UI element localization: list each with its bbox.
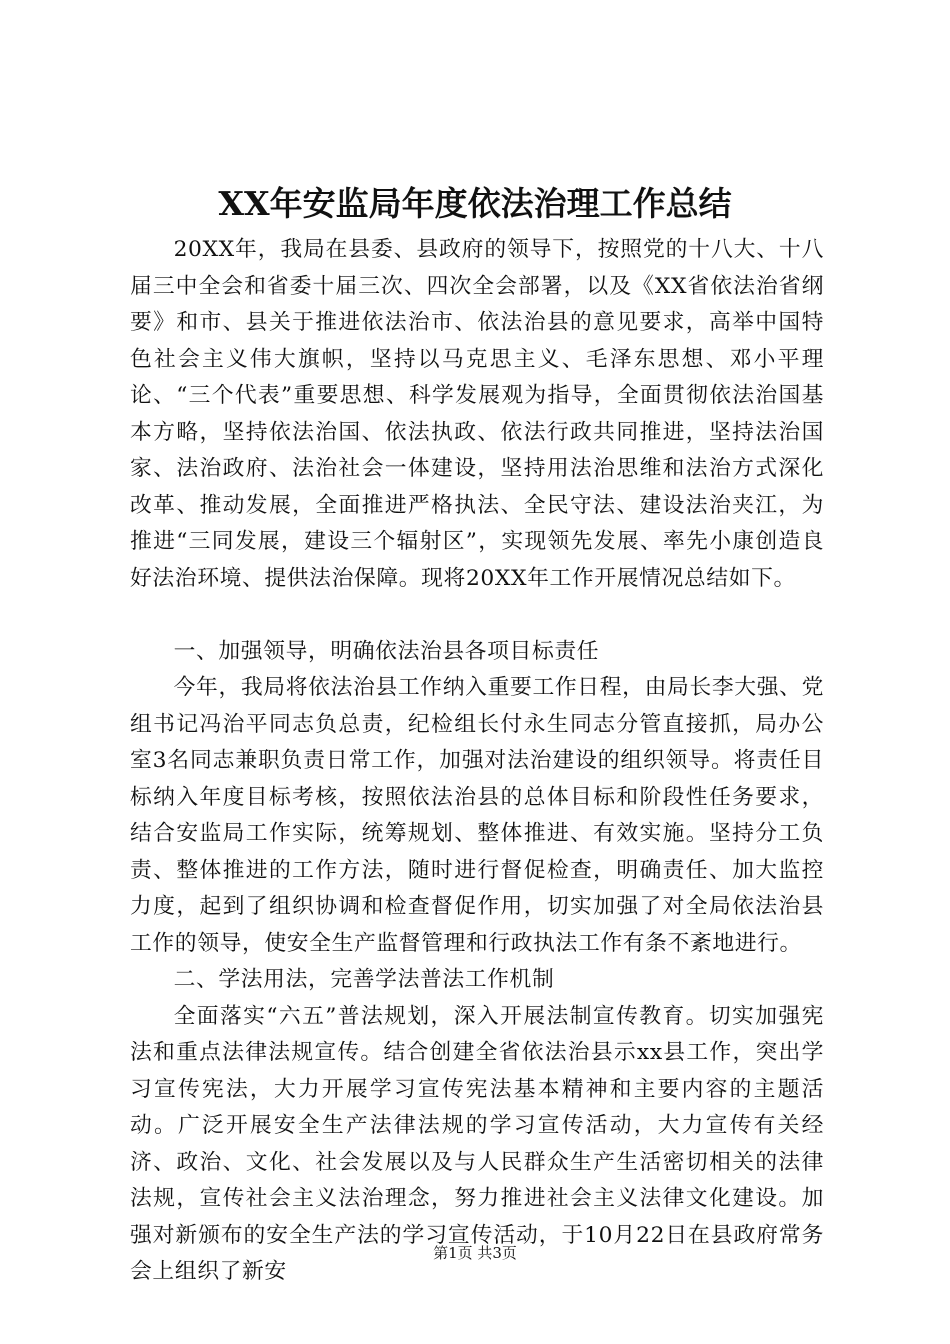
section-2-heading: 二、学法用法，完善学法普法工作机制 — [173, 967, 555, 992]
blank-line — [130, 597, 824, 634]
section-1-paragraph: 今年，我局将依法治县工作纳入重要工作日程，由局长李大强、党组书记冯治平同志负总责，纪检组长付永生同志分管直接抓，局办公室3名同志兼职负责日常工作，加强对法治建设的组织领导。将责任目标纳入年度目标考核，按照依法治县的总体目标和阶段性任务要求，结合安监局工作实际，统筹规划、整体推进、有效实施。坚持分工负责、整体推进的工作方法，随时进行督促检查，明确责任、加大监控力度，起到了组织协调和检查督促作用，切实加强了对全局依法治县工作的领导，使安全生产监督管理和行政执法工作有条不紊地进行。 — [130, 675, 824, 956]
intro-paragraph: 20XX年，我局在县委、县政府的领导下，按照党的十八大、十八届三中全会和省委十届三次、四次全会部署，以及《XX省依法治省纲要》和市、县关于推进依法治市、依法治县的意见要求，高举中国特色社会主义伟大旗帜，坚持以马克思主义、毛泽东思想、邓小平理论、“三个代表”重要思想、科学发展观为指导，全面贯彻依法治国基本方略，坚持依法治国、依法执政、依法行政共同推进，坚持法治国家、法治政府、法治社会一体建设，坚持用法治思维和法治方式深化改革、推动发展，全面推进严格执法、全民守法、建设法治夹江，为推进“三同发展，建设三个辐射区”，实现领先发展、率先小康创造良好法治环境、提供法治保障。现将20XX年工作开展情况总结如下。 — [130, 237, 824, 591]
section-1-heading: 一、加强领导，明确依法治县各项目标责任 — [173, 638, 600, 664]
section-2-paragraph: 全面落实“六五”普法规划，深入开展法制宣传教育。切实加强宪法和重点法律法规宣传。结合创建全省依法治县示xx县工作，突出学习宣传宪法，大力开展学习宣传宪法基本精神和主要内容的主题活动。广泛开展安全生产法律法规的学习宣传活动，大力宣传有关经济、政治、文化、社会发展以及与人民群众生产生活密切相关的法律法规，宣传社会主义法治理念，努力推进社会主义法律文化建设。加强对新颁布的安全生产法的学习宣传活动，于10月22日在县政府常务会上组织了新安 — [130, 1003, 824, 1284]
document-body — [130, 232, 824, 1291]
page-footer: 第1页 共3页 — [433, 1244, 517, 1262]
document-title: XX年安监局年度依法治理工作总结 — [218, 184, 732, 223]
